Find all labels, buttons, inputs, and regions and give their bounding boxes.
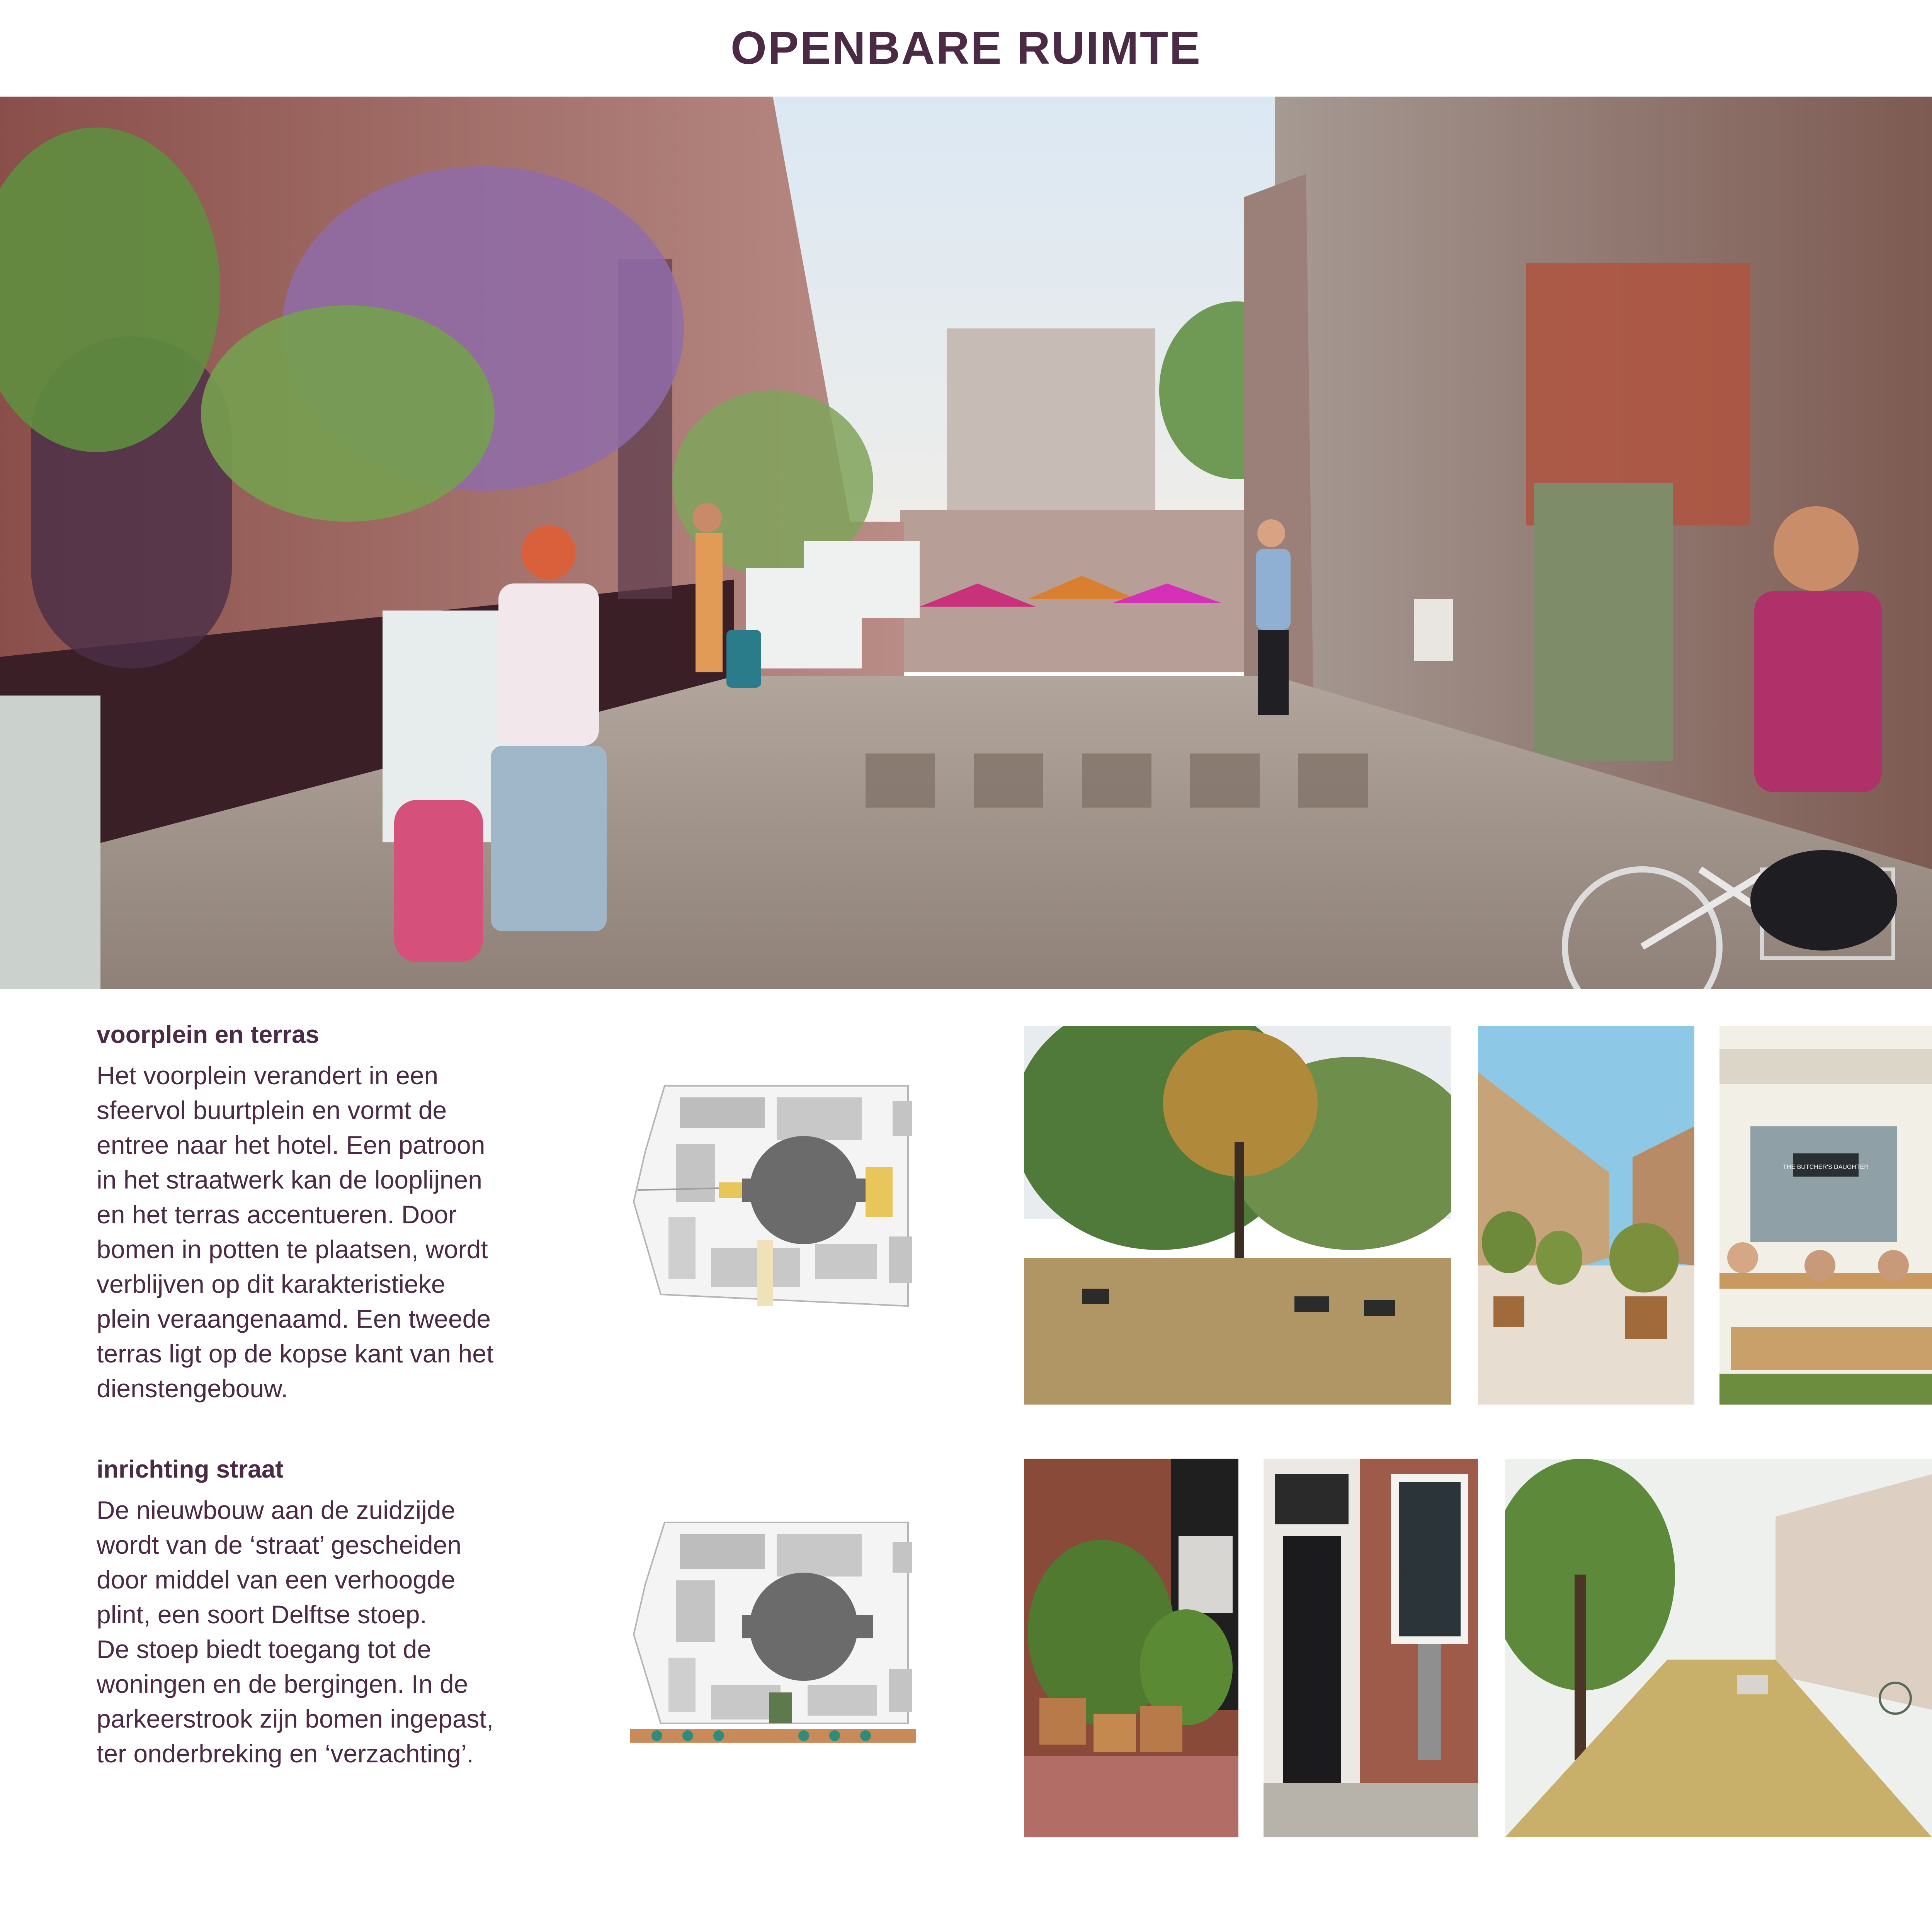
house-number: 2 — [1401, 1565, 1407, 1577]
hero-image — [0, 97, 1932, 989]
reference-photo-courtyard — [1478, 1026, 1694, 1405]
page-title: OPENBARE RUIMTE — [730, 22, 1202, 74]
reference-photo-stoop-plants — [1024, 1459, 1238, 1837]
section-body: Het voorplein verandert in een sfeervol buurtplein en vormt de entree naar het hotel. Een patroon in het straatwerk kan de looplijnen en het terras accentueren. Door bomen in potten te plaatsen, wordt verblijven op dit karakteristieke plein veraangenaamd. Een tweede terras ligt op de kopse kant van het dienstengebouw. — [97, 1061, 494, 1403]
section-heading: voorplein en terras — [97, 1020, 320, 1048]
site-plan-voorplein — [622, 1074, 943, 1329]
reference-photo-square-trees — [1024, 1026, 1451, 1405]
section-heading: inrichting straat — [97, 1455, 284, 1483]
reference-photo-door-facade — [1264, 1459, 1478, 1837]
section-inrichting — [97, 1455, 599, 1771]
reference-photo-cafe — [1719, 1026, 1932, 1405]
section-voorplein — [97, 1020, 599, 1406]
reference-photo-street-render — [1505, 1459, 1932, 1837]
section-body: De nieuwbouw aan de zuidzijde wordt van de ‘straat’ gescheiden door middel van een verhoogde plint, een soort Delftse stoep. De stoep biedt toegang tot de woningen en de bergingen. In de parkeerstrook zijn bomen ingepast, ter onderbreking en ‘verzachting’. — [97, 1496, 494, 1768]
cafe-sign: THE BUTCHER'S DAUGHTER — [1783, 1164, 1869, 1170]
site-plan-straat — [622, 1507, 943, 1770]
